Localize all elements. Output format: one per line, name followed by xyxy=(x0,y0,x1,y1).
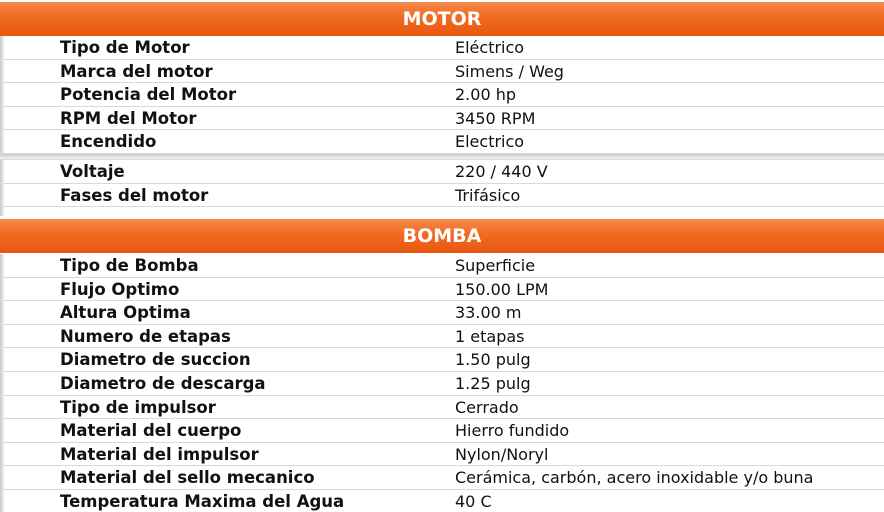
spec-label: Altura Optima xyxy=(60,303,191,323)
spec-value: 220 / 440 V xyxy=(455,161,548,181)
motor-spec-table xyxy=(0,36,884,207)
spec-label: Marca del motor xyxy=(60,61,213,81)
spec-row-material-impulsor xyxy=(0,443,884,467)
spec-row-material-cuerpo xyxy=(0,419,884,443)
spec-row-voltaje xyxy=(0,160,884,184)
spec-label: Potencia del Motor xyxy=(60,85,237,105)
spec-value: Electrico xyxy=(455,132,525,152)
spec-row-material-sello xyxy=(0,466,884,490)
bomba-section-title: BOMBA xyxy=(402,225,482,247)
spec-label: Diametro de descarga xyxy=(60,373,266,393)
spec-value: 3450 RPM xyxy=(455,108,536,128)
spec-row-diametro-succion xyxy=(0,348,884,372)
spec-row-diametro-descarga xyxy=(0,372,884,396)
spec-value: Simens / Weg xyxy=(455,61,564,81)
spec-label: Material del impulsor xyxy=(60,444,259,464)
spec-row-rpm-motor xyxy=(0,107,884,131)
spec-label: RPM del Motor xyxy=(60,108,197,128)
spec-label: Numero de etapas xyxy=(60,326,231,346)
spec-label: Tipo de Motor xyxy=(60,38,190,57)
spec-row-tipo-motor xyxy=(0,36,884,60)
spec-label: Temperatura Maxima del Agua xyxy=(60,491,345,511)
spec-value: Eléctrico xyxy=(455,38,525,57)
spec-label: Fases del motor xyxy=(60,185,209,205)
spec-row-tipo-bomba xyxy=(0,254,884,278)
spec-value: Hierro fundido xyxy=(455,421,570,441)
spec-row-fases-motor xyxy=(0,184,884,208)
spec-label: Tipo de impulsor xyxy=(60,397,216,417)
spec-label: Flujo Optimo xyxy=(60,279,180,299)
motor-section-header xyxy=(0,2,884,36)
bomba-section-header xyxy=(0,219,884,253)
spec-row-flujo-optimo xyxy=(0,278,884,302)
spec-value: Trifásico xyxy=(455,185,521,205)
spec-label: Tipo de Bomba xyxy=(60,256,199,275)
spec-row-tipo-impulsor xyxy=(0,396,884,420)
spec-value: 2.00 hp xyxy=(455,85,517,105)
spec-value: 1.25 pulg xyxy=(455,373,531,393)
spec-row-potencia-motor xyxy=(0,83,884,107)
spec-value: Nylon/Noryl xyxy=(455,444,549,464)
spec-value: Superficie xyxy=(455,256,536,275)
spec-row-temperatura-maxima xyxy=(0,490,884,512)
spec-row-encendido xyxy=(0,130,884,154)
spec-value: 33.00 m xyxy=(455,303,522,323)
bomba-spec-table xyxy=(0,254,884,512)
spec-value: 150.00 LPM xyxy=(455,279,549,299)
spec-label: Material del sello mecanico xyxy=(60,468,315,488)
spec-row-altura-optima xyxy=(0,301,884,325)
spec-label: Material del cuerpo xyxy=(60,421,242,441)
spec-row-marca-motor xyxy=(0,60,884,84)
spec-label: Diametro de succion xyxy=(60,350,251,370)
spec-value: Cerrado xyxy=(455,397,519,417)
motor-section-title: MOTOR xyxy=(402,8,482,30)
spec-label: Voltaje xyxy=(60,161,125,181)
spec-row-numero-etapas xyxy=(0,325,884,349)
spec-value: 1.50 pulg xyxy=(455,350,531,370)
spec-label: Encendido xyxy=(60,132,157,152)
spec-value: Cerámica, carbón, acero inoxidable y/o buna xyxy=(455,468,814,488)
spec-value: 1 etapas xyxy=(455,326,525,346)
spec-value: 40 C xyxy=(455,491,492,511)
